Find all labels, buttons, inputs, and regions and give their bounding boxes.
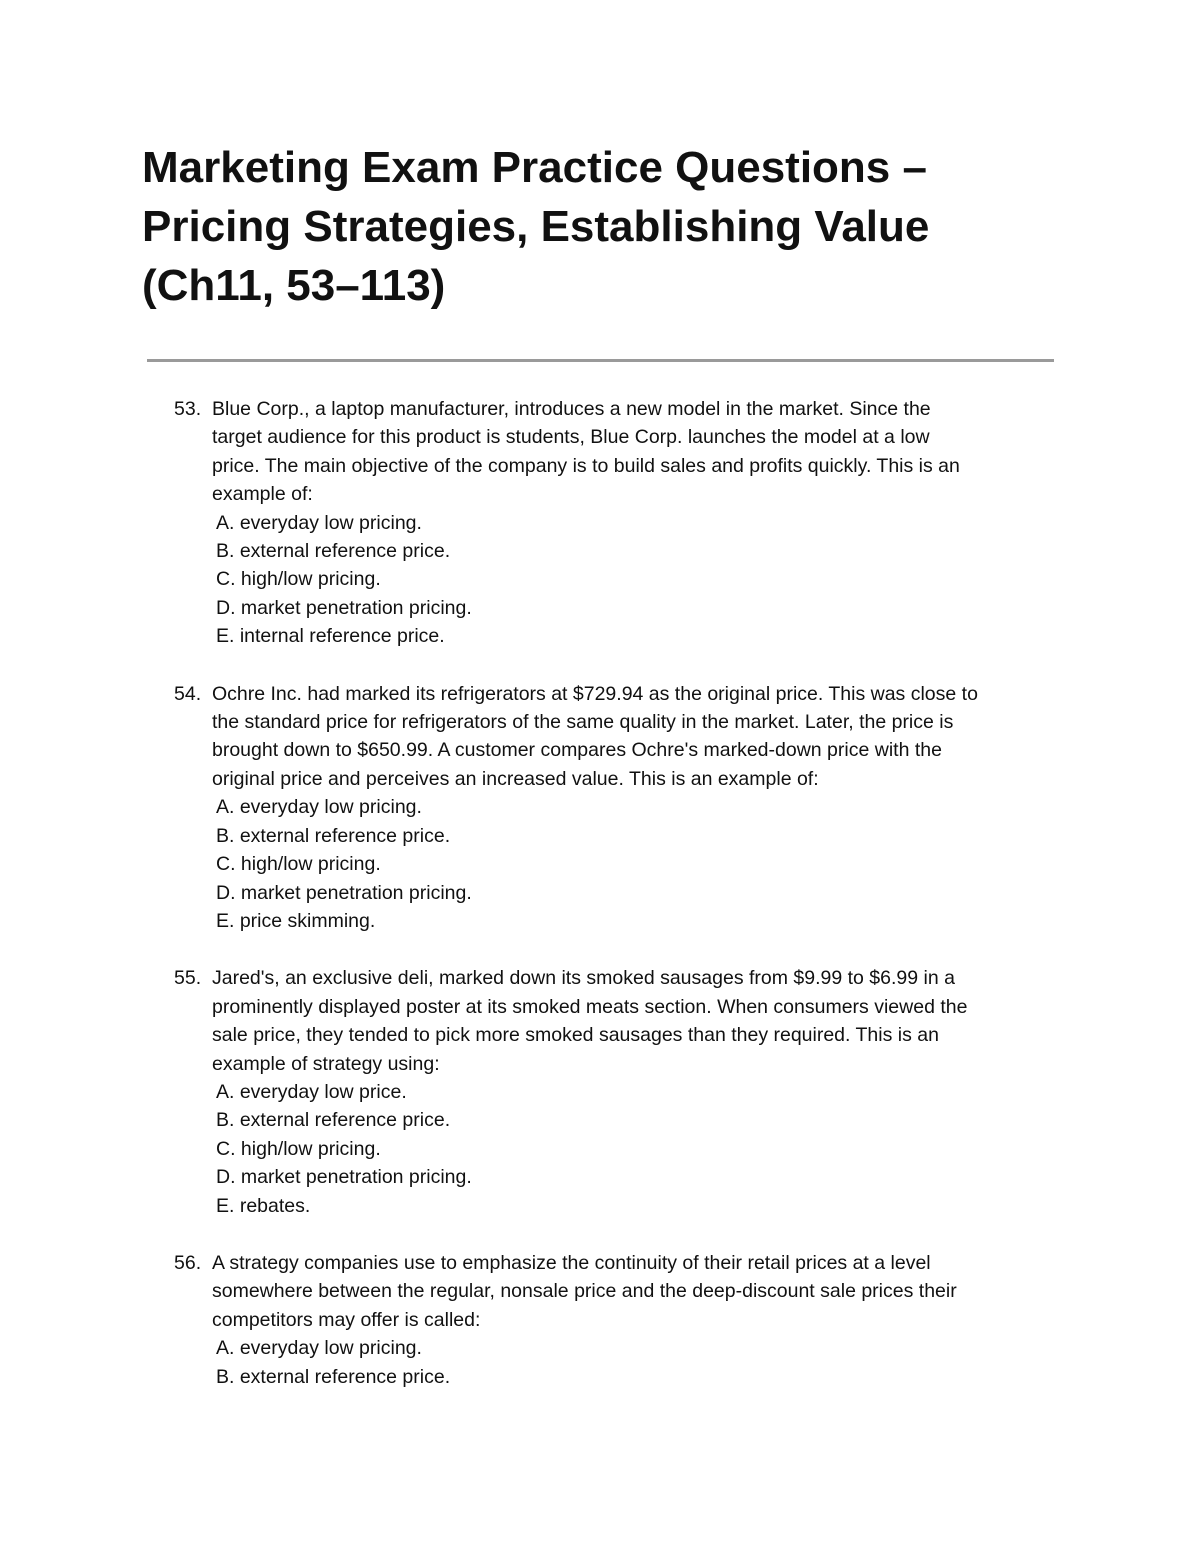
question-number: 53. <box>174 398 202 420</box>
answer-option: A. everyday low price. <box>216 1080 407 1103</box>
title-line: (Ch11, 53–113) <box>142 261 446 310</box>
horizontal-divider <box>147 359 1054 362</box>
question-text-line: sale price, they tended to pick more smoked sausages than they required. This is an <box>212 1024 939 1047</box>
answer-option: B. external reference price. <box>216 540 451 563</box>
question-text-line: example of strategy using: <box>212 1052 440 1075</box>
question-text-line: original price and perceives an increased value. This is an example of: <box>212 767 819 790</box>
answer-option: D. market penetration pricing. <box>216 596 472 619</box>
answer-option: B. external reference price. <box>216 1365 451 1388</box>
question-54 <box>0 680 1200 936</box>
question-56 <box>0 1249 1200 1391</box>
question-text-line: Ochre Inc. had marked its refrigerators at $729.94 as the original price. This was close to <box>212 682 978 705</box>
question-text-line: price. The main objective of the company is to build sales and profits quickly. This is an <box>212 454 960 477</box>
answer-option: B. external reference price. <box>216 824 451 847</box>
question-text-line: Blue Corp., a laptop manufacturer, introduces a new model in the market. Since the <box>212 398 931 420</box>
answer-option: B. external reference price. <box>216 1109 451 1132</box>
question-list <box>0 395 1200 1420</box>
question-number: 54. <box>174 682 202 705</box>
question-text-line: Jared's, an exclusive deli, marked down its smoked sausages from $9.99 to $6.99 in a <box>212 967 955 990</box>
question-number: 55. <box>174 967 202 990</box>
title-line: Marketing Exam Practice Questions – <box>142 143 927 192</box>
question-text-line: target audience for this product is students, Blue Corp. launches the model at a low <box>212 426 930 449</box>
answer-option: D. market penetration pricing. <box>216 1166 472 1189</box>
answer-option: D. market penetration pricing. <box>216 881 472 904</box>
question-number: 56. <box>174 1251 202 1274</box>
answer-option: E. rebates. <box>216 1194 311 1217</box>
answer-option: A. everyday low pricing. <box>216 1337 422 1360</box>
document-title <box>142 138 1082 315</box>
question-text-line: A strategy companies use to emphasize the continuity of their retail prices at a level <box>212 1251 931 1274</box>
question-55 <box>0 964 1200 1220</box>
question-text-line: prominently displayed poster at its smoked meats section. When consumers viewed the <box>212 995 968 1018</box>
question-text-line: competitors may offer is called: <box>212 1308 481 1331</box>
question-text-line: the standard price for refrigerators of the same quality in the market. Later, the price is <box>212 711 954 734</box>
answer-option: A. everyday low pricing. <box>216 511 422 534</box>
answer-option: C. high/low pricing. <box>216 853 381 876</box>
answer-option: A. everyday low pricing. <box>216 796 422 819</box>
question-text-line: example of: <box>212 483 313 506</box>
answer-option: C. high/low pricing. <box>216 1137 381 1160</box>
question-text-line: somewhere between the regular, nonsale price and the deep-discount sale prices their <box>212 1280 957 1303</box>
title-line: Pricing Strategies, Establishing Value <box>142 202 930 251</box>
answer-option: E. price skimming. <box>216 909 376 932</box>
answer-option: E. internal reference price. <box>216 625 445 648</box>
question-text-line: brought down to $650.99. A customer compares Ochre's marked-down price with the <box>212 739 942 762</box>
question-53 <box>0 395 1200 651</box>
answer-option: C. high/low pricing. <box>216 568 381 591</box>
